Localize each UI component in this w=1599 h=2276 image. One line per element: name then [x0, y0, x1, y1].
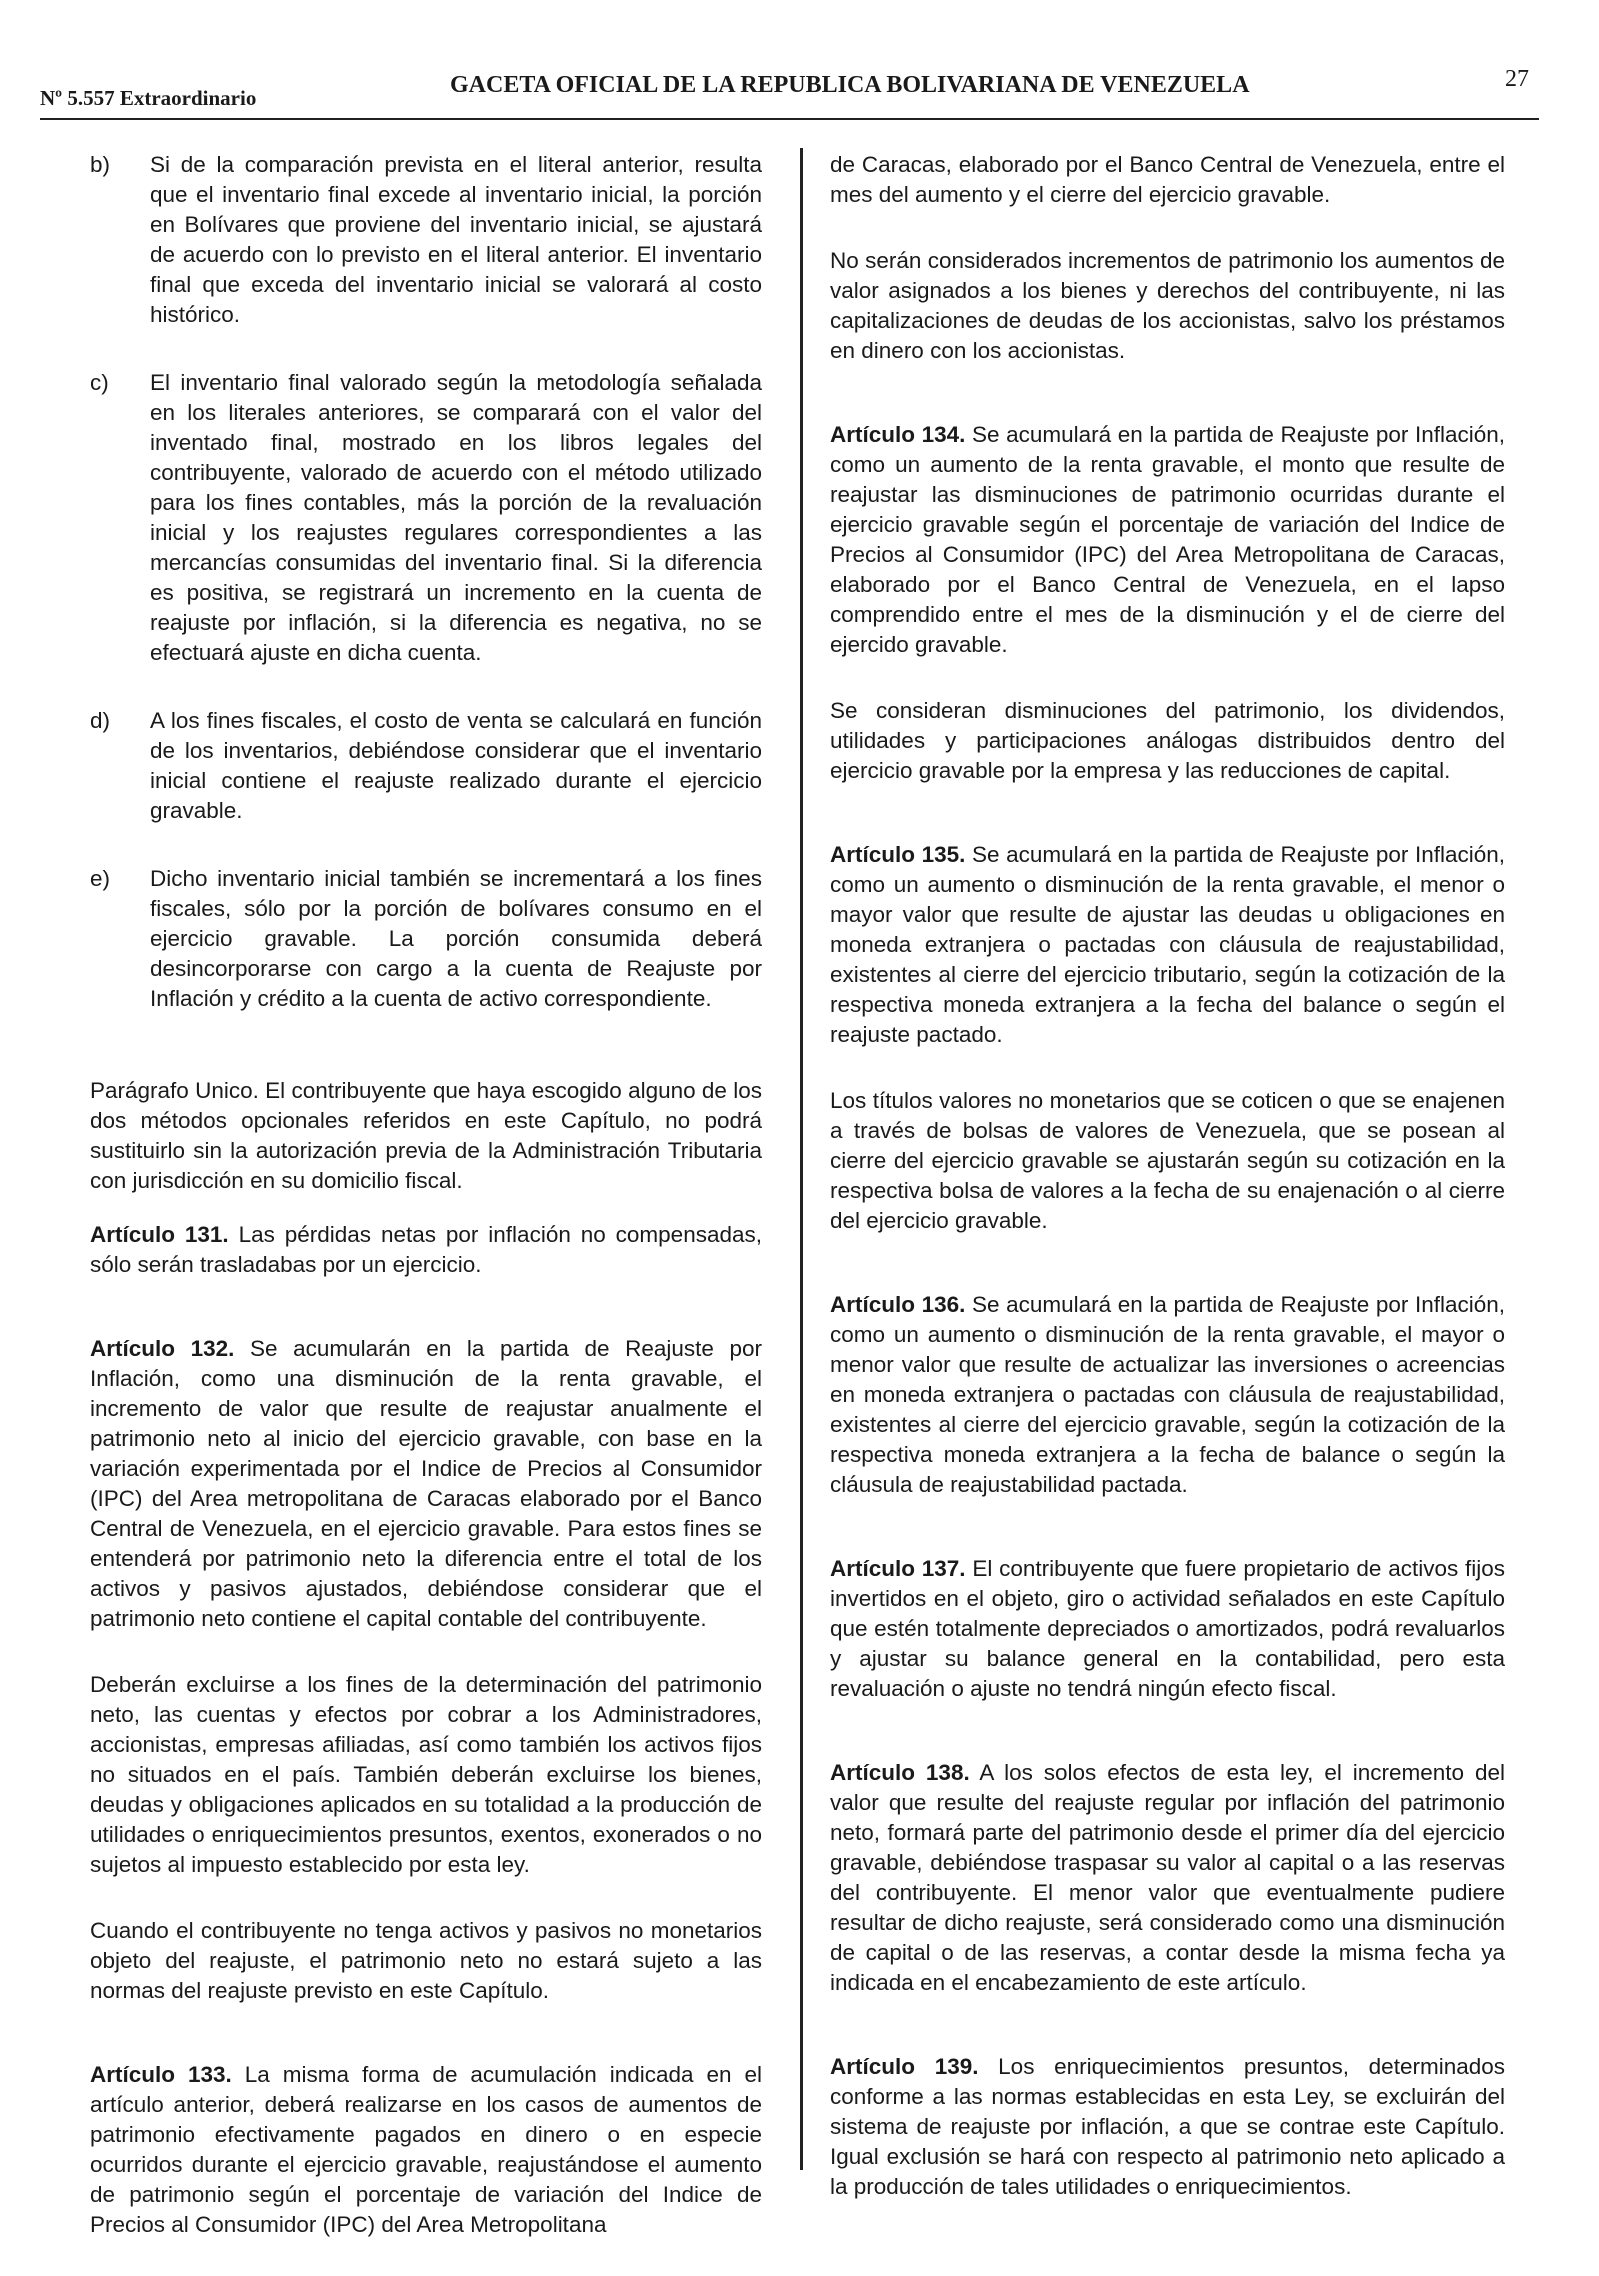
item-letter: e)	[90, 866, 111, 891]
article-text: A los solos efectos de esta ley, el incremento del valor que resulte del reajuste regular por inflación del patrimonio neto, formará parte del patrimonio desde el primer día del ejercicio gravable, debiéndose traspasar su valor al capital o a las reservas del contribuyente. El menor valor que eventualmente pudiere resultar de dicho reajuste, será considerado como una disminución de capital o de las reservas, a contar desde la misma fecha ya indicada en el encabezamiento de este artículo.	[830, 1760, 1506, 1995]
article-text: La misma forma de acumulación indicada en el artículo anterior, deberá realizarse en los casos de aumentos de patrimonio efectivamente pagados en dinero o en especie ocurridos durante el ejercicio gravable, reajustándose el aumento de patrimonio según el porcentaje de variación del Indice de Precios al Consumidor (IPC) del Area Metropolitana	[90, 2062, 763, 2237]
article-heading: Artículo 136.	[830, 1292, 966, 1317]
article-text: Se acumulará en la partida de Reajuste por Inflación, como un aumento o disminución de la renta gravable, el menor o mayor valor que resulte de ajustar las deudas u obligaciones en moneda extranjera o pactadas con cláusula de reajustabilidad, existentes al cierre del ejercicio tributario, según la cotización de la respectiva moneda extranjera a la fecha del balance o según el reajuste pactado.	[830, 842, 1506, 1047]
article-heading: Artículo 134.	[830, 422, 966, 447]
article-131	[90, 1220, 762, 1280]
article-text: Se acumulará en la partida de Reajuste por Inflación, como un aumento o disminución de la renta gravable, el mayor o menor valor que resulte de actualizar las inversiones o acreencias en moneda extranjera o pactadas con cláusula de reajustabilidad, existentes al cierre del ejercicio gravable, según la cotización de la respectiva moneda extranjera a la fecha de balance o según la cláusula de reajustabilidad pactada.	[830, 1292, 1506, 1497]
left-column	[90, 150, 762, 2276]
article-134-paragraph-2: Se consideran disminuciones del patrimonio, los dividendos, utilidades y participaciones análogas distribuidos dentro del ejercicio gravable por la empresa y las reducciones de capital.	[830, 698, 1505, 783]
article-heading: Artículo 137.	[830, 1556, 966, 1581]
article-heading: Artículo 139.	[830, 2054, 979, 2079]
item-text: A los fines fiscales, el costo de venta se calculará en función de los inventarios, debiéndose considerar que el inventario inicial contiene el reajuste realizado durante el ejercicio gravable.	[150, 708, 762, 823]
article-heading: Artículo 138.	[830, 1760, 970, 1785]
article-137	[830, 1554, 1505, 1704]
article-heading: Artículo 132.	[90, 1336, 235, 1361]
item-letter: b)	[90, 152, 111, 177]
list-item-b	[90, 150, 762, 330]
article-133	[90, 2060, 762, 2240]
list-item-c	[90, 368, 762, 668]
article-text: Los enriquecimientos presuntos, determinados conforme a las normas establecidas en esta Ley, se excluirán del sistema de reajuste por inflación, a que se contrae este Capítulo. Igual exclusión se hará con respecto al patrimonio neto aplicado a la producción de tales utilidades o enriquecimientos.	[830, 2054, 1505, 2199]
page-number: 27	[1505, 66, 1529, 92]
paragrafo-unico: Parágrafo Unico. El contribuyente que haya escogido alguno de los dos métodos opcionales referidos en este Capítulo, no podrá sustituirlo sin la autorización previa de la Administración Tributaria con jurisdicción en su domicilio fiscal.	[90, 1078, 762, 1193]
item-letter: d)	[90, 708, 111, 733]
item-text: Dicho inventario inicial también se incrementará a los fines fiscales, sólo por la porción de bolívares consumo en el ejercicio gravable. La porción consumida deberá desincorporarse con cargo a la cuenta de Reajuste por Inflación y crédito a la cuenta de activo correspondiente.	[150, 866, 762, 1011]
page-header	[40, 62, 1539, 120]
article-text: Se acumularán en la partida de Reajuste por Inflación, como una disminución de la renta gravable, el incremento de valor que resulte de reajustar anualmente el patrimonio neto al inicio del ejercicio gravable, con base en la variación experimentada por el Indice de Precios al Consumidor (IPC) del Area metropolitana de Caracas elaborado por el Banco Central de Venezuela, en el ejercicio gravable. Para estos fines se entenderá por patrimonio neto la diferencia entre el total de los activos y pasivos ajustados, debiéndose considerar que el patrimonio neto contiene el capital contable del contribuyente.	[90, 1336, 763, 1631]
gazette-title: GACETA OFICIAL DE LA REPUBLICA BOLIVARIANA DE VENEZUELA	[450, 72, 1250, 98]
column-divider	[800, 148, 803, 2170]
article-heading: Artículo 133.	[90, 2062, 232, 2087]
issue-number: Nº 5.557 Extraordinario	[40, 86, 257, 110]
article-135	[830, 840, 1505, 1050]
article-text: El contribuyente que fuere propietario de activos fijos invertidos en el objeto, giro o actividad señalados en este Capítulo que estén totalmente depreciados o amortizados, podrá revaluarlos y ajustar su balance general en la contabilidad, pero esta revaluación o ajuste no tendrá ningún efecto fiscal.	[830, 1556, 1505, 1701]
article-133-continuation: de Caracas, elaborado por el Banco Central de Venezuela, entre el mes del aumento y el cierre del ejercicio gravable.	[830, 152, 1505, 207]
article-136	[830, 1290, 1505, 1500]
article-132	[90, 1334, 762, 1634]
article-heading: Artículo 131.	[90, 1222, 229, 1247]
article-text: Las pérdidas netas por inflación no compensadas, sólo serán trasladabas por un ejercicio.	[90, 1222, 762, 1277]
list-item-d	[90, 706, 762, 826]
article-133-paragraph-2: No serán considerados incrementos de patrimonio los aumentos de valor asignados a los bienes y derechos del contribuyente, ni las capitalizaciones de deudas de los accionistas, salvo los préstamos en dinero con los accionistas.	[830, 248, 1505, 363]
list-item-e	[90, 864, 762, 1014]
item-letter: c)	[90, 370, 109, 395]
article-text: Se acumulará en la partida de Reajuste por Inflación, como un aumento de la renta gravable, el monto que resulte de reajustar las disminuciones de patrimonio ocurridas durante el ejercicio gravable según el porcentaje de variación del Indice de Precios al Consumidor (IPC) del Area Metropolitana de Caracas, elaborado por el Banco Central de Venezuela, en el lapso comprendido entre el mes de la disminución y el de cierre del ejercido gravable.	[830, 422, 1506, 657]
article-134	[830, 420, 1505, 660]
article-132-paragraph-3: Cuando el contribuyente no tenga activos y pasivos no monetarios objeto del reajuste, el patrimonio neto no estará sujeto a las normas del reajuste previsto en este Capítulo.	[90, 1918, 762, 2003]
article-heading: Artículo 135.	[830, 842, 966, 867]
article-132-paragraph-2: Deberán excluirse a los fines de la determinación del patrimonio neto, las cuentas y efectos por cobrar a los Administradores, accionistas, empresas afiliadas, así como también los activos fijos no situados en el país. También deberán excluirse los bienes, deudas y obligaciones aplicados en su totalidad a la producción de utilidades o enriquecimientos presuntos, exentos, exonerados o no sujetos al impuesto establecido por esta ley.	[90, 1672, 762, 1877]
article-135-paragraph-2: Los títulos valores no monetarios que se coticen o que se enajenen a través de bolsas de valores de Venezuela, que se posean al cierre del ejercicio gravable se ajustarán según su cotización en la respectiva bolsa de valores a la fecha de su enajenación o al cierre del ejercicio gravable.	[830, 1088, 1505, 1233]
item-text: Si de la comparación prevista en el literal anterior, resulta que el inventario final excede al inventario inicial, la porción en Bolívares que proviene del inventario inicial, se ajustará de acuerdo con lo previsto en el literal anterior. El inventario final que exceda del inventario inicial se valorará al costo histórico.	[150, 152, 762, 327]
article-138	[830, 1758, 1505, 1998]
article-139	[830, 2052, 1505, 2202]
item-text: El inventario final valorado según la metodología señalada en los literales anteriores, se comparará con el valor del inventado final, mostrado en los libros legales del contribuyente, valorado de acuerdo con el método utilizado para los fines contables, más la porción de la revaluación inicial y los reajustes regulares correspondientes a las mercancías consumidas del inventario final. Si la diferencia es positiva, se registrará un incremento en la cuenta de reajuste por inflación, si la diferencia es negativa, no se efectuará ajuste en dicha cuenta.	[150, 370, 762, 665]
right-column	[830, 150, 1505, 2238]
